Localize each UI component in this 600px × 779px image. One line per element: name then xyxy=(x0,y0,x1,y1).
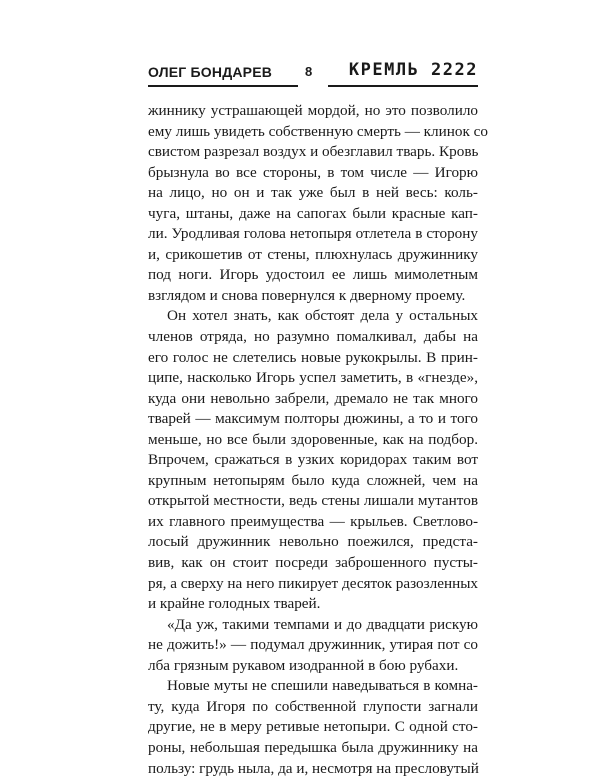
text-line: не дожить!» — подумал дружинник, утирая пот со xyxy=(148,635,478,656)
paragraph-start-line: Он хотел знать, как обстоят дела у остальных xyxy=(148,306,478,327)
paragraph-start-line: Новые муты не спешили наведываться в комна- xyxy=(148,676,478,697)
text-line: ли. Уродливая голова нетопыря отлетела в сторону xyxy=(148,224,478,245)
page-number: 8 xyxy=(305,64,312,79)
text-line: жиннику устрашающей мордой, но это позволило xyxy=(148,101,478,122)
text-line: крупным нетопырям было куда сложней, чем на xyxy=(148,471,478,492)
text-line: его голос не слетелись новые рукокрылы. В прин- xyxy=(148,348,478,369)
text-line: взглядом и снова повернулся к дверному проему. xyxy=(148,286,478,307)
text-line: пользу: грудь ныла, да и, несмотря на пресловутый xyxy=(148,759,478,779)
book-title: КРЕМЛЬ 2222 xyxy=(349,60,478,80)
header-rule-right xyxy=(328,85,478,87)
text-line: и, срикошетив от стены, плюхнулась дружиннику xyxy=(148,245,478,266)
text-line: под ноги. Игорь удостоил ее лишь мимолетным xyxy=(148,265,478,286)
text-line: тварей — максимум полторы дюжины, а то и того xyxy=(148,409,478,430)
text-line: ципе, насколько Игорь успел заметить, в «гнезде», xyxy=(148,368,478,389)
text-line: открытой местности, ведь стены лишали мутантов xyxy=(148,491,478,512)
paragraph-start-line: «Да уж, такими темпами и до двадцати рискую xyxy=(148,615,478,636)
text-line: ту, куда Игоря по собственной глупости загнали xyxy=(148,697,478,718)
text-line: лба грязным рукавом изодранной в бою рубахи. xyxy=(148,656,478,677)
text-line: вив, как он стоит посреди заброшенного пусты- xyxy=(148,553,478,574)
text-line: и крайне голодных тварей. xyxy=(148,594,478,615)
text-line: другие, не в меру ретивые нетопыри. С одной сто- xyxy=(148,717,478,738)
text-line: лосый дружинник невольно поежился, предста- xyxy=(148,532,478,553)
text-line: членов отряда, но разумно помалкивал, дабы на xyxy=(148,327,478,348)
author-name: ОЛЕГ БОНДАРЕВ xyxy=(148,64,272,80)
text-line: свистом разрезал воздух и обезглавил тварь. Кровь xyxy=(148,142,478,163)
running-header xyxy=(148,58,478,92)
text-line: чуга, штаны, даже на сапогах были красные кап- xyxy=(148,204,478,225)
header-rule-left xyxy=(148,85,298,87)
text-line: ему лишь увидеть собственную смерть — клинок со xyxy=(148,122,478,143)
text-line: брызнула во все стороны, в том числе — Игорю xyxy=(148,163,478,184)
text-line: роны, небольшая передышка была дружиннику на xyxy=(148,738,478,759)
body-text xyxy=(148,101,478,779)
text-line: на лицо, но он и так уже был в ней весь: коль- xyxy=(148,183,478,204)
text-line: Впрочем, сражаться в узких коридорах таким вот xyxy=(148,450,478,471)
text-line: ря, а сверху на него пикирует десяток разозленных xyxy=(148,574,478,595)
text-line: куда они невольно забрели, дремало не так много xyxy=(148,389,478,410)
text-line: меньше, но все были здоровенные, как на подбор. xyxy=(148,430,478,451)
text-line: их главного преимущества — крыльев. Светлово- xyxy=(148,512,478,533)
